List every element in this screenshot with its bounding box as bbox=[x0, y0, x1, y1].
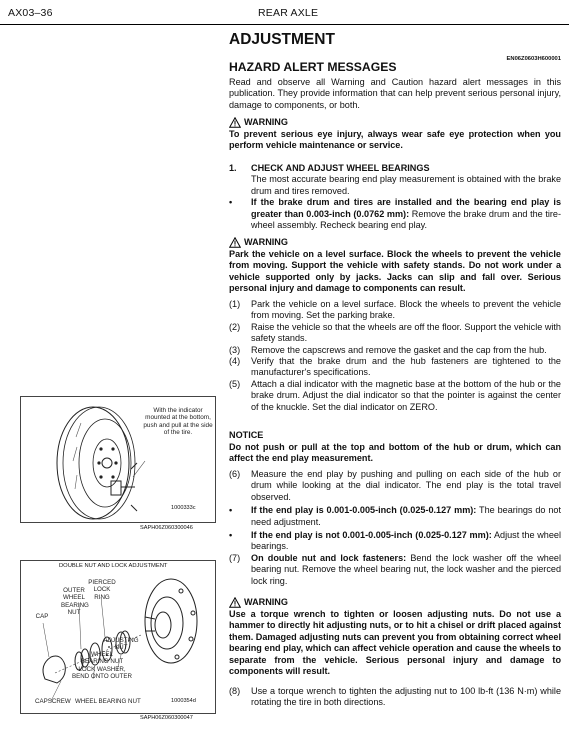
notice-label: NOTICE bbox=[229, 430, 264, 440]
header-rule bbox=[0, 24, 569, 25]
step-1-number: 1. bbox=[229, 163, 237, 173]
step-8 bbox=[229, 686, 561, 709]
document-id: EN06Z0603H600001 bbox=[506, 56, 561, 62]
hazard-heading: HAZARD ALERT MESSAGES bbox=[229, 60, 397, 74]
steps-6-7 bbox=[229, 469, 561, 587]
page-number: AX03–36 bbox=[8, 7, 53, 19]
figure-2-title: DOUBLE NUT AND LOCK ADJUSTMENT bbox=[59, 563, 168, 569]
figure-1-caption: With the indicator mounted at the bottom, push and pull at the side of the tire. bbox=[143, 407, 213, 437]
warning-3-text: Use a torque wrench to tighten or loosen adjusting nuts. Do not use a hammer to directly hit adjusting nuts, or to hit a chisel or drift placed against them. Damaged adjusting nuts can prevent you from obtaining correct wheel bearing end play, which can affect vehicle operation and cause the wheels to separate from the vehicle. Serious personal injury and damage to components will result. bbox=[229, 609, 561, 677]
figure-1-code: 1000333c bbox=[171, 505, 196, 511]
step-text: Measure the end play by pushing and pulling on each side of the hub or drum while looking at the dial indicator. The end play is the total travel observed. bbox=[251, 469, 561, 502]
label-outer-wheel-bearing-nut: OUTER WHEEL BEARING NUT bbox=[61, 587, 89, 617]
warning-label: WARNING bbox=[244, 597, 288, 607]
bullet-icon: • bbox=[229, 505, 233, 516]
step-number: (7) bbox=[229, 552, 241, 563]
step-text: Attach a dial indicator with the magnetic base at the bottom of the hub or the brake drum. Adjust the dial indicator so that the pointer is against the center of the knuckle. Set the dial indicator on ZERO. bbox=[251, 378, 561, 412]
label-pierced-lock-ring: PIERCED LOCK RING bbox=[88, 579, 116, 601]
notice-text: Do not push or pull at the top and bottom of the hub or drum, which can affect the end play measurement. bbox=[229, 442, 561, 464]
step-number: (3) bbox=[229, 344, 241, 355]
warning-1-text: To prevent serious eye injury, always wear safe eye protection when you perform vehicle maintenance or service. bbox=[229, 129, 561, 151]
section-title: REAR AXLE bbox=[258, 7, 319, 19]
figure-2-code: 1000354d bbox=[171, 698, 196, 704]
label-wheel-bearing-nut: WHEEL BEARING NUT bbox=[75, 698, 141, 705]
label-cap: CAP bbox=[35, 613, 49, 620]
bullet-icon: • bbox=[229, 530, 233, 541]
figure-1-ref: SAPH06Z060300046 bbox=[140, 525, 193, 531]
step-number: (4) bbox=[229, 356, 241, 367]
step-text: Remove the capscrews and remove the gasket and the cap from the hub. bbox=[251, 344, 547, 355]
warning-icon bbox=[229, 117, 241, 128]
step-number: (5) bbox=[229, 378, 241, 389]
warning-label: WARNING bbox=[244, 117, 288, 127]
figure-double-nut bbox=[20, 560, 216, 714]
step-1 bbox=[229, 163, 561, 231]
step-text: Raise the vehicle so that the wheels are off the floor. Support the vehicle with safety stands. bbox=[251, 321, 561, 344]
page-title: ADJUSTMENT bbox=[229, 31, 335, 48]
step-text: Verify that the brake drum and the hub fasteners are tightened to the manufacturer's specifications. bbox=[251, 356, 561, 378]
warning-2-text: Park the vehicle on a level surface. Block the wheels to prevent the vehicle from moving. Support the vehicle with safety stands. Do not work under a vehicle supported only by jacks. Jacks can slip and fall over. Serious personal injury and damage to components can result. bbox=[229, 249, 561, 294]
warning-icon bbox=[229, 237, 241, 248]
warning-2-title bbox=[229, 237, 561, 248]
warning-label: WARNING bbox=[244, 237, 288, 247]
figure-2-ref: SAPH06Z060300047 bbox=[140, 715, 193, 721]
step-text: On double nut and lock fasteners: Bend the lock washer off the wheel bearing nut. Remove the wheel bearing nut, the lock washer and the pierced lock ring. bbox=[251, 552, 561, 586]
step-number: (2) bbox=[229, 321, 241, 332]
label-capscrew: CAPSCREW bbox=[35, 698, 71, 705]
step-text: Use a torque wrench to tighten the adjusting nut to 100 lb-ft (136 N·m) while rotating the tire in both directions. bbox=[251, 686, 561, 708]
warning-3-title bbox=[229, 597, 561, 608]
warning-1-title bbox=[229, 117, 561, 128]
bullet-icon: • bbox=[229, 197, 233, 208]
warning-icon bbox=[229, 597, 241, 608]
step-number: (1) bbox=[229, 299, 241, 309]
step-1-bullet: If the brake drum and tires are installed and the bearing end play is greater than 0.003-inch (0.0762 mm): Remove the brake drum and the tire-wheel assembly. Recheck bearing end play. bbox=[251, 197, 562, 231]
step-1-title: CHECK AND ADJUST WHEEL BEARINGS bbox=[251, 163, 430, 173]
bullet-text: If the end play is not 0.001-0.005-inch (0.025-0.127 mm): Adjust the wheel bearings. bbox=[251, 530, 561, 552]
step-number: (6) bbox=[229, 469, 241, 479]
bullet-text: If the end play is 0.001-0.005-inch (0.025-0.127 mm): The bearings do not need adjustment. bbox=[251, 505, 561, 527]
step-text: Park the vehicle on a level surface. Block the wheels to prevent the vehicle from moving. Set the parking brake. bbox=[251, 299, 561, 321]
label-lock-washer: WHEEL BEARING NUT LOCK WASHER, BEND ONTO OUTER bbox=[71, 651, 133, 681]
step-1-text: The most accurate bearing end play measurement is obtained with the brake drum and tires removed. bbox=[251, 174, 561, 196]
steps-1-5 bbox=[229, 299, 561, 413]
step-number: (8) bbox=[229, 686, 241, 696]
label-adjusting-nut: ADJUSTING NUT bbox=[103, 637, 139, 652]
hazard-body: Read and observe all Warning and Caution hazard alert messages in this publication. They provide information that can help prevent serious personal injury, damage to components, or both. bbox=[229, 77, 561, 110]
figure-dial-indicator bbox=[20, 396, 216, 523]
